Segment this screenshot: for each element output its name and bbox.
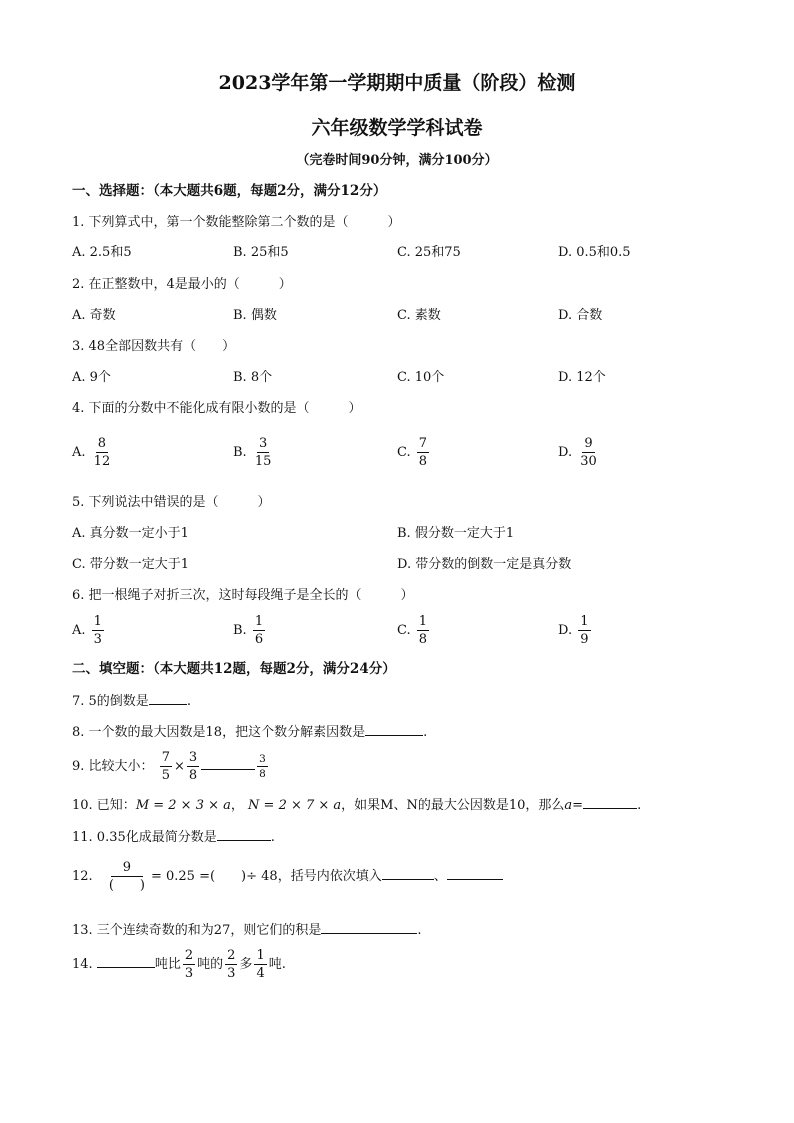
q6-option-a-fraction bbox=[92, 614, 104, 647]
q12-separator: 、 bbox=[433, 869, 447, 884]
q12-fraction bbox=[107, 860, 147, 893]
q4-option-a-label: A. bbox=[72, 445, 86, 460]
q3-stem: 3. 48全部因数共有（ ） bbox=[72, 339, 236, 354]
fraction-denominator: 8 bbox=[418, 454, 428, 469]
q2-option-b: B. 偶数 bbox=[233, 308, 277, 323]
q6-stem: 6. 把一根绳子对折三次，这时每段绳子是全长的（ ） bbox=[72, 588, 414, 603]
q14-fraction-1 bbox=[183, 948, 195, 981]
q4-option-b-label: B. bbox=[233, 445, 247, 460]
q12-label: 12. bbox=[72, 869, 93, 884]
q13-text: 13. 三个连续奇数的和为27，则它们的积是 bbox=[72, 923, 322, 938]
q3-option-b: B. 8个 bbox=[233, 370, 273, 385]
fraction-numerator: 3 bbox=[188, 750, 198, 765]
exam-title: 2023学年第一学期期中质量（阶段）检测 bbox=[218, 72, 576, 94]
q9-fraction-3 bbox=[257, 753, 268, 780]
fraction-denominator: 3 bbox=[184, 966, 194, 981]
answer-blank[interactable] bbox=[149, 692, 187, 705]
exam-note: （完卷时间90分钟，满分100分） bbox=[296, 153, 498, 168]
q9-operator: × bbox=[173, 759, 185, 774]
fraction-numerator: 3 bbox=[259, 753, 266, 765]
q10-m-expression: M = 2 × 3 × a bbox=[135, 798, 231, 813]
q6-option-c-label: C. bbox=[397, 623, 411, 638]
fraction-denominator: ( ) bbox=[108, 878, 145, 893]
q10-variable: a bbox=[564, 798, 573, 813]
q4-option-b bbox=[233, 436, 275, 469]
q4-option-d-fraction bbox=[578, 436, 599, 469]
fraction-numerator: 7 bbox=[161, 750, 170, 765]
fraction-denominator: 15 bbox=[254, 454, 272, 469]
fraction-numerator: 1 bbox=[256, 948, 265, 963]
q12-rest: ÷ 48，括号内依次填入 bbox=[246, 869, 382, 884]
q10-end: . bbox=[637, 798, 642, 813]
answer-blank[interactable] bbox=[321, 921, 417, 934]
q3-option-d: D. 12个 bbox=[558, 370, 606, 385]
q10-line: 10. 已知：M = 2 × 3 × a， N = 2 × 7 × a，如果M、N的最大公因数是10，那么a= . bbox=[72, 798, 642, 813]
answer-blank[interactable] bbox=[583, 796, 637, 809]
q13-line bbox=[72, 921, 422, 940]
q14-text-1: 吨比 bbox=[154, 957, 181, 972]
q4-option-c-label: C. bbox=[397, 445, 411, 460]
fraction-denominator: 8 bbox=[259, 768, 266, 780]
q10-n-expression: N = 2 × 7 × a bbox=[248, 798, 342, 813]
fraction-denominator: 8 bbox=[418, 632, 428, 647]
q4-option-d bbox=[558, 436, 601, 469]
section2-heading: 二、填空题：（本大题共12题，每题2分，满分24分） bbox=[72, 661, 396, 677]
exam-subtitle: 六年级数学学科试卷 bbox=[311, 117, 483, 139]
q4-option-c bbox=[397, 436, 431, 469]
q14-text-4: 吨. bbox=[268, 957, 286, 972]
q4-option-b-fraction bbox=[253, 436, 274, 469]
answer-blank[interactable] bbox=[97, 955, 155, 968]
fraction-denominator: 12 bbox=[93, 454, 111, 469]
q7-line bbox=[72, 692, 191, 711]
q12-equals: = 0.25 = bbox=[150, 869, 210, 884]
q2-option-d: D. 合数 bbox=[558, 308, 603, 323]
q9-fraction-2 bbox=[187, 750, 199, 783]
q9-fraction-1 bbox=[160, 750, 172, 783]
q1-option-a: A. 2.5和5 bbox=[72, 245, 132, 260]
fraction-denominator: 8 bbox=[188, 768, 198, 783]
q12-line bbox=[72, 860, 503, 893]
q13-end: . bbox=[417, 923, 422, 938]
answer-blank[interactable] bbox=[382, 867, 434, 880]
answer-blank[interactable] bbox=[201, 757, 255, 770]
fraction-numerator: 7 bbox=[418, 436, 428, 451]
q6-option-a-label: A. bbox=[72, 623, 86, 638]
q6-option-b-label: B. bbox=[233, 623, 247, 638]
q6-option-a bbox=[72, 614, 106, 647]
fraction-denominator: 6 bbox=[254, 632, 264, 647]
q14-label: 14. bbox=[72, 957, 93, 972]
q5-option-a: A. 真分数一定小于1 bbox=[72, 526, 189, 541]
q5-option-c: C. 带分数一定大于1 bbox=[72, 557, 190, 572]
q5-option-d: D. 带分数的倒数一定是真分数 bbox=[397, 557, 572, 572]
q8-line bbox=[72, 723, 427, 742]
fraction-numerator: 2 bbox=[184, 948, 194, 963]
q10-prefix: 10. 已知： bbox=[72, 798, 136, 813]
q14-text-2: 吨的 bbox=[197, 957, 224, 972]
q6-option-d bbox=[558, 614, 593, 647]
fraction-denominator: 3 bbox=[93, 632, 102, 647]
q6-option-d-fraction bbox=[578, 614, 590, 647]
q14-line bbox=[72, 948, 286, 981]
fraction-numerator: 1 bbox=[254, 614, 264, 629]
fraction-denominator: 30 bbox=[580, 454, 597, 469]
q4-option-a-fraction bbox=[92, 436, 113, 469]
q6-option-c bbox=[397, 614, 431, 647]
answer-blank[interactable] bbox=[447, 867, 503, 880]
fraction-numerator: 3 bbox=[258, 436, 268, 451]
q4-option-a bbox=[72, 436, 114, 469]
fraction-numerator: 2 bbox=[227, 948, 236, 963]
q4-option-d-label: D. bbox=[558, 445, 573, 460]
q8-end: . bbox=[423, 725, 428, 740]
q10-mid: ，如果M、N的最大公因数是10，那么 bbox=[341, 798, 565, 813]
section1-heading: 一、选择题：（本大题共6题，每题2分，满分12分） bbox=[72, 183, 387, 199]
fraction-denominator: 5 bbox=[161, 768, 170, 783]
fraction-numerator: 1 bbox=[418, 614, 428, 629]
fraction-numerator: 1 bbox=[580, 614, 589, 629]
q1-option-c: C. 25和75 bbox=[397, 245, 461, 260]
q3-option-a: A. 9个 bbox=[72, 370, 111, 385]
q6-option-b-fraction bbox=[253, 614, 265, 647]
q12-paren: ( ) bbox=[209, 869, 247, 884]
answer-blank[interactable] bbox=[365, 723, 423, 736]
q11-end: . bbox=[270, 830, 275, 845]
q4-option-c-fraction bbox=[417, 436, 429, 469]
q14-fraction-2 bbox=[225, 948, 237, 981]
q2-option-c: C. 素数 bbox=[397, 308, 441, 323]
q2-stem: 2. 在正整数中，4是最小的（ ） bbox=[72, 277, 292, 292]
q8-text: 8. 一个数的最大因数是18，把这个数分解素因数是 bbox=[72, 725, 366, 740]
q2-option-a: A. 奇数 bbox=[72, 308, 116, 323]
fraction-numerator: 1 bbox=[93, 614, 102, 629]
fraction-denominator: 3 bbox=[227, 966, 236, 981]
q1-stem: 1. 下列算式中，第一个数能整除第二个数的是（ ） bbox=[72, 215, 401, 230]
q14-text-3: 多 bbox=[239, 957, 253, 972]
q6-option-b bbox=[233, 614, 267, 647]
fraction-numerator: 8 bbox=[97, 436, 107, 451]
q1-option-d: D. 0.5和0.5 bbox=[558, 245, 631, 260]
fraction-denominator: 4 bbox=[256, 966, 265, 981]
q6-option-d-label: D. bbox=[558, 623, 573, 638]
q7-end: . bbox=[186, 694, 191, 709]
q7-text: 7. 5的倒数是 bbox=[72, 694, 149, 709]
q4-stem: 4. 下面的分数中不能化成有限小数的是（ ） bbox=[72, 401, 362, 416]
q9-line bbox=[72, 750, 270, 783]
fraction-numerator: 9 bbox=[584, 436, 593, 451]
q5-option-b: B. 假分数一定大于1 bbox=[397, 526, 515, 541]
fraction-numerator: 9 bbox=[111, 860, 143, 877]
q3-option-c: C. 10个 bbox=[397, 370, 445, 385]
q6-option-c-fraction bbox=[417, 614, 429, 647]
q10-eq: = bbox=[572, 798, 584, 813]
q11-text: 11. 0.35化成最简分数是 bbox=[72, 830, 217, 845]
answer-blank[interactable] bbox=[217, 828, 271, 841]
q9-text: 9. 比较大小： bbox=[72, 759, 154, 774]
q11-line bbox=[72, 828, 275, 847]
q1-option-b: B. 25和5 bbox=[233, 245, 289, 260]
fraction-denominator: 9 bbox=[580, 632, 589, 647]
q5-stem: 5. 下列说法中错误的是（ ） bbox=[72, 495, 271, 510]
q14-fraction-3 bbox=[254, 948, 266, 981]
